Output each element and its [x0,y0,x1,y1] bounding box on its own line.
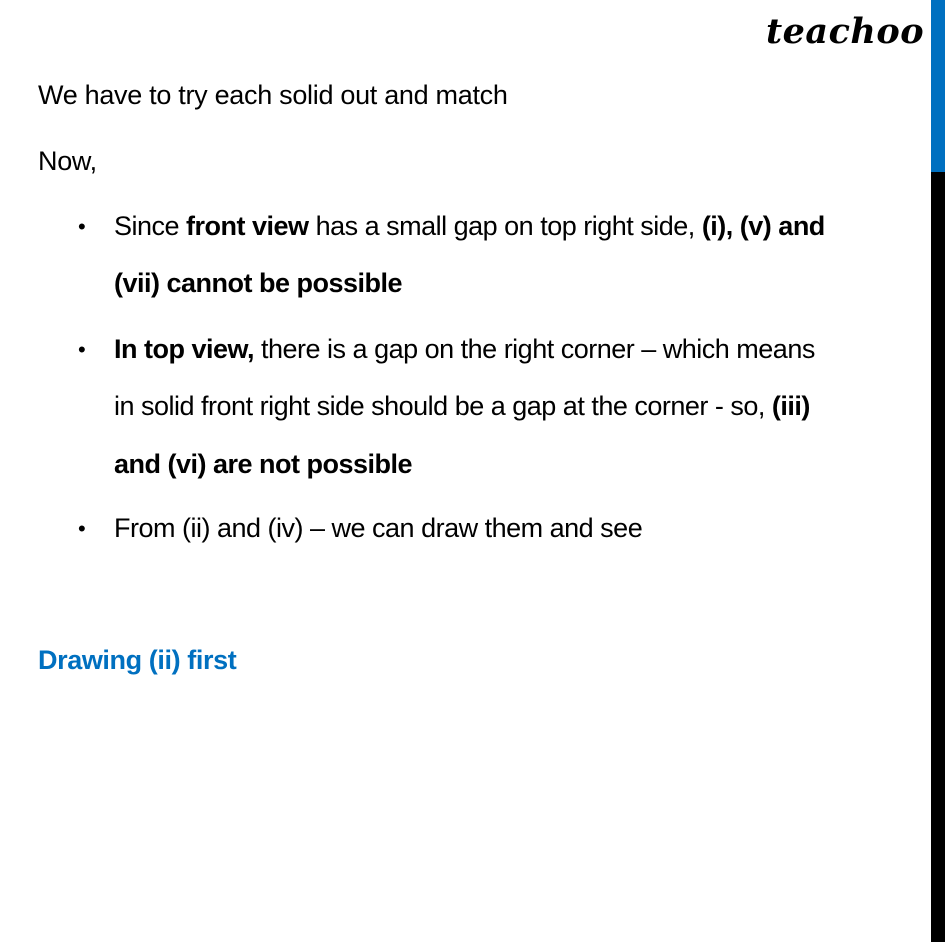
section-heading: Drawing (ii) first [38,645,237,675]
bullet-2-line-2 [114,393,810,420]
bullet-1-line-1 [114,213,825,240]
text-segment-bold: and (vi) are not possible [114,449,413,479]
text-segment: From (ii) and (iv) – we can draw them and see [114,513,643,543]
intro-text: We have to try each solid out and match [38,80,508,110]
bullet-1-line-2 [114,270,402,297]
text-segment-bold: (i), (v) and [701,211,825,241]
bullet-3-line-1 [114,515,642,542]
text-segment-bold: front view [186,211,309,241]
text-segment: Since [114,211,187,241]
bullet-2-line-1 [114,336,815,363]
text-segment: in solid front right side should be a gap at the corner - so, [114,391,772,421]
side-accent-bar-black [931,172,945,942]
now-label: Now, [38,146,97,176]
text-segment-bold: (iii) [771,391,810,421]
text-segment-bold: (vii) cannot be possible [114,268,403,298]
bullet-icon: • [78,214,86,239]
text-segment: there is a gap on the right corner – which means [254,334,815,364]
side-accent-bar-blue [931,0,945,172]
text-segment-bold: In top view, [114,334,255,364]
bullet-icon: • [78,337,86,362]
teachoo-logo: teachoo [766,11,925,52]
text-segment: has a small gap on top right side, [308,211,702,241]
bullet-2-line-3 [114,451,412,478]
bullet-icon: • [78,516,86,541]
